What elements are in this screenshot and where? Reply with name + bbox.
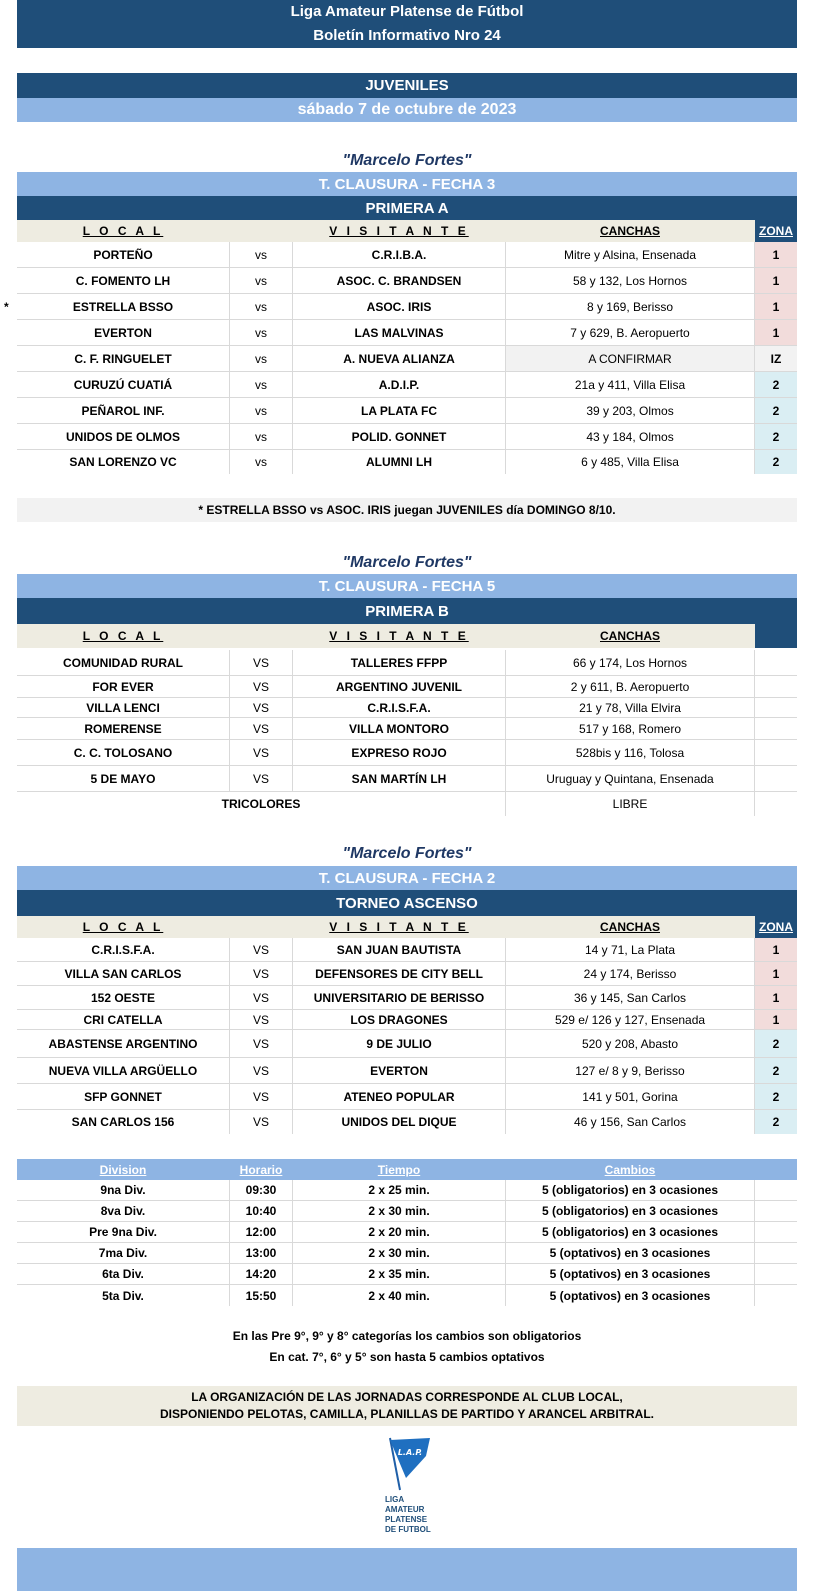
logo-flag-text: L.A.P.	[397, 1448, 423, 1457]
schedule-row: 5ta Div. 15:50 2 x 40 min. 5 (optativos) en 3 ocasiones	[17, 1285, 797, 1306]
table-row: VILLA SAN CARLOS VS DEFENSORES DE CITY BELL 24 y 174, Berisso 1	[17, 962, 797, 986]
category-title: JUVENILES	[17, 73, 797, 98]
col-canchas: CANCHAS	[505, 220, 755, 242]
league-logo	[382, 1436, 442, 1546]
flag-icon	[382, 1436, 442, 1492]
schedule-col-cambios: Cambios	[604, 1162, 656, 1177]
table-row: PORTEÑO vs C.R.I.B.A. Mitre y Alsina, Ensenada 1	[17, 242, 797, 268]
schedule-row: Pre 9na Div. 12:00 2 x 20 min. 5 (obligatorios) en 3 ocasiones	[17, 1222, 797, 1243]
col-visitante: V I S I T A N T E	[293, 220, 505, 242]
table-row: NUEVA VILLA ARGÜELLO VS EVERTON 127 e/ 8 y 9, Berisso 2	[17, 1058, 797, 1084]
division-b: PRIMERA B	[17, 598, 797, 624]
table-row: VILLA LENCI VS C.R.I.S.F.A. 21 y 78, Villa Elvira	[17, 698, 797, 718]
col-local: L O C A L	[17, 220, 229, 242]
table-row: C. C. TOLOSANO VS EXPRESO ROJO 528bis y 116, Tolosa	[17, 740, 797, 766]
table-row: FOR EVER VS ARGENTINO JUVENIL 2 y 611, B. Aeropuerto	[17, 676, 797, 698]
table-row: C.R.I.S.F.A. VS SAN JUAN BAUTISTA 14 y 71, La Plata 1	[17, 938, 797, 962]
col-zona: ZONA	[755, 220, 797, 242]
columns-header-a	[17, 220, 797, 242]
columns-header-b: L O C A L V I S I T A N T E CANCHAS	[17, 624, 797, 648]
libre-team: TRICOLORES	[221, 797, 301, 811]
table-row: 152 OESTE VS UNIVERSITARIO DE BERISSO 36 y 145, San Carlos 1	[17, 986, 797, 1010]
table-row: COMUNIDAD RURAL VS TALLERES FFPP 66 y 174, Los Hornos	[17, 650, 797, 676]
schedule-col-division: Division	[99, 1162, 147, 1177]
tournament-a: T. CLAUSURA - FECHA 3	[17, 172, 797, 196]
organization-line-1: LA ORGANIZACIÓN DE LAS JORNADAS CORRESPONDE AL CLUB LOCAL,	[191, 1390, 623, 1404]
schedule-row: 8va Div. 10:40 2 x 30 min. 5 (obligatorios) en 3 ocasiones	[17, 1201, 797, 1222]
table-row: SFP GONNET VS ATENEO POPULAR 141 y 501, Gorina 2	[17, 1084, 797, 1110]
libre-label: LIBRE	[505, 792, 755, 816]
table-row: C. F. RINGUELET vs A. NUEVA ALIANZA A CONFIRMAR IZ	[17, 346, 797, 372]
division-c: TORNEO ASCENSO	[17, 890, 797, 916]
division-a: PRIMERA A	[17, 196, 797, 220]
table-row: CRI CATELLA VS LOS DRAGONES 529 e/ 126 y 127, Ensenada 1	[17, 1010, 797, 1030]
tournament-c: T. CLAUSURA - FECHA 2	[17, 866, 797, 890]
table-row: 5 DE MAYO VS SAN MARTÍN LH Uruguay y Quintana, Ensenada	[17, 766, 797, 792]
table-row: SAN CARLOS 156 VS UNIDOS DEL DIQUE 46 y 156, San Carlos 2	[17, 1110, 797, 1134]
columns-header-c: L O C A L V I S I T A N T E CANCHAS ZONA	[17, 916, 797, 938]
table-row: EVERTON vs LAS MALVINAS 7 y 629, B. Aeropuerto 1	[17, 320, 797, 346]
footer-bar	[17, 1548, 797, 1591]
header-banner	[17, 0, 797, 48]
date-title: sábado 7 de octubre de 2023	[17, 98, 797, 122]
organization-line-2: DISPONIENDO PELOTAS, CAMILLA, PLANILLAS DE PARTIDO Y ARANCEL ARBITRAL.	[159, 1407, 654, 1421]
note-line-1: En las Pre 9°, 9° y 8° categorías los cambios son obligatorios	[232, 1329, 582, 1343]
sponsor-a: "Marcelo Fortes"	[342, 152, 472, 169]
table-row: ESTRELLA BSSO vs ASOC. IRIS 8 y 169, Berisso 1	[17, 294, 797, 320]
note-a: * ESTRELLA BSSO vs ASOC. IRIS juegan JUVENILES día DOMINGO 8/10.	[17, 498, 797, 522]
logo-text: LIGA AMATEUR PLATENSE DE FUTBOL	[385, 1495, 431, 1534]
table-row: C. FOMENTO LH vs ASOC. C. BRANDSEN 58 y 132, Los Hornos 1	[17, 268, 797, 294]
schedule-row: 6ta Div. 14:20 2 x 35 min. 5 (optativos) en 3 ocasiones	[17, 1264, 797, 1285]
libre-row	[17, 792, 797, 816]
bulletin-title: Boletín Informativo Nro 24	[313, 27, 501, 44]
table-row: SAN LORENZO VC vs ALUMNI LH 6 y 485, Villa Elisa 2	[17, 450, 797, 474]
organization-box	[17, 1386, 797, 1426]
asterisk-marker: *	[4, 300, 9, 314]
schedule-row: 9na Div. 09:30 2 x 25 min. 5 (obligatorios) en 3 ocasiones	[17, 1180, 797, 1201]
table-row: ABASTENSE ARGENTINO VS 9 DE JULIO 520 y 208, Abasto 2	[17, 1030, 797, 1058]
schedule-col-tiempo: Tiempo	[377, 1162, 421, 1177]
league-title: Liga Amateur Platense de Fútbol	[290, 3, 524, 20]
tournament-b: T. CLAUSURA - FECHA 5	[17, 574, 797, 598]
note-line-2: En cat. 7°, 6° y 5° son hasta 5 cambios optativos	[269, 1350, 545, 1364]
sponsor-b: "Marcelo Fortes"	[342, 554, 472, 571]
table-row: UNIDOS DE OLMOS vs POLID. GONNET 43 y 184, Olmos 2	[17, 424, 797, 450]
table-row: ROMERENSE VS VILLA MONTORO 517 y 168, Romero	[17, 718, 797, 740]
table-row: PEÑAROL INF. vs LA PLATA FC 39 y 203, Olmos 2	[17, 398, 797, 424]
schedule-col-horario: Horario	[239, 1162, 283, 1177]
table-row: CURUZÚ CUATIÁ vs A.D.I.P. 21a y 411, Villa Elisa 2	[17, 372, 797, 398]
sponsor-c: "Marcelo Fortes"	[342, 845, 472, 862]
schedule-header	[17, 1159, 797, 1180]
schedule-row: 7ma Div. 13:00 2 x 30 min. 5 (optativos) en 3 ocasiones	[17, 1243, 797, 1264]
